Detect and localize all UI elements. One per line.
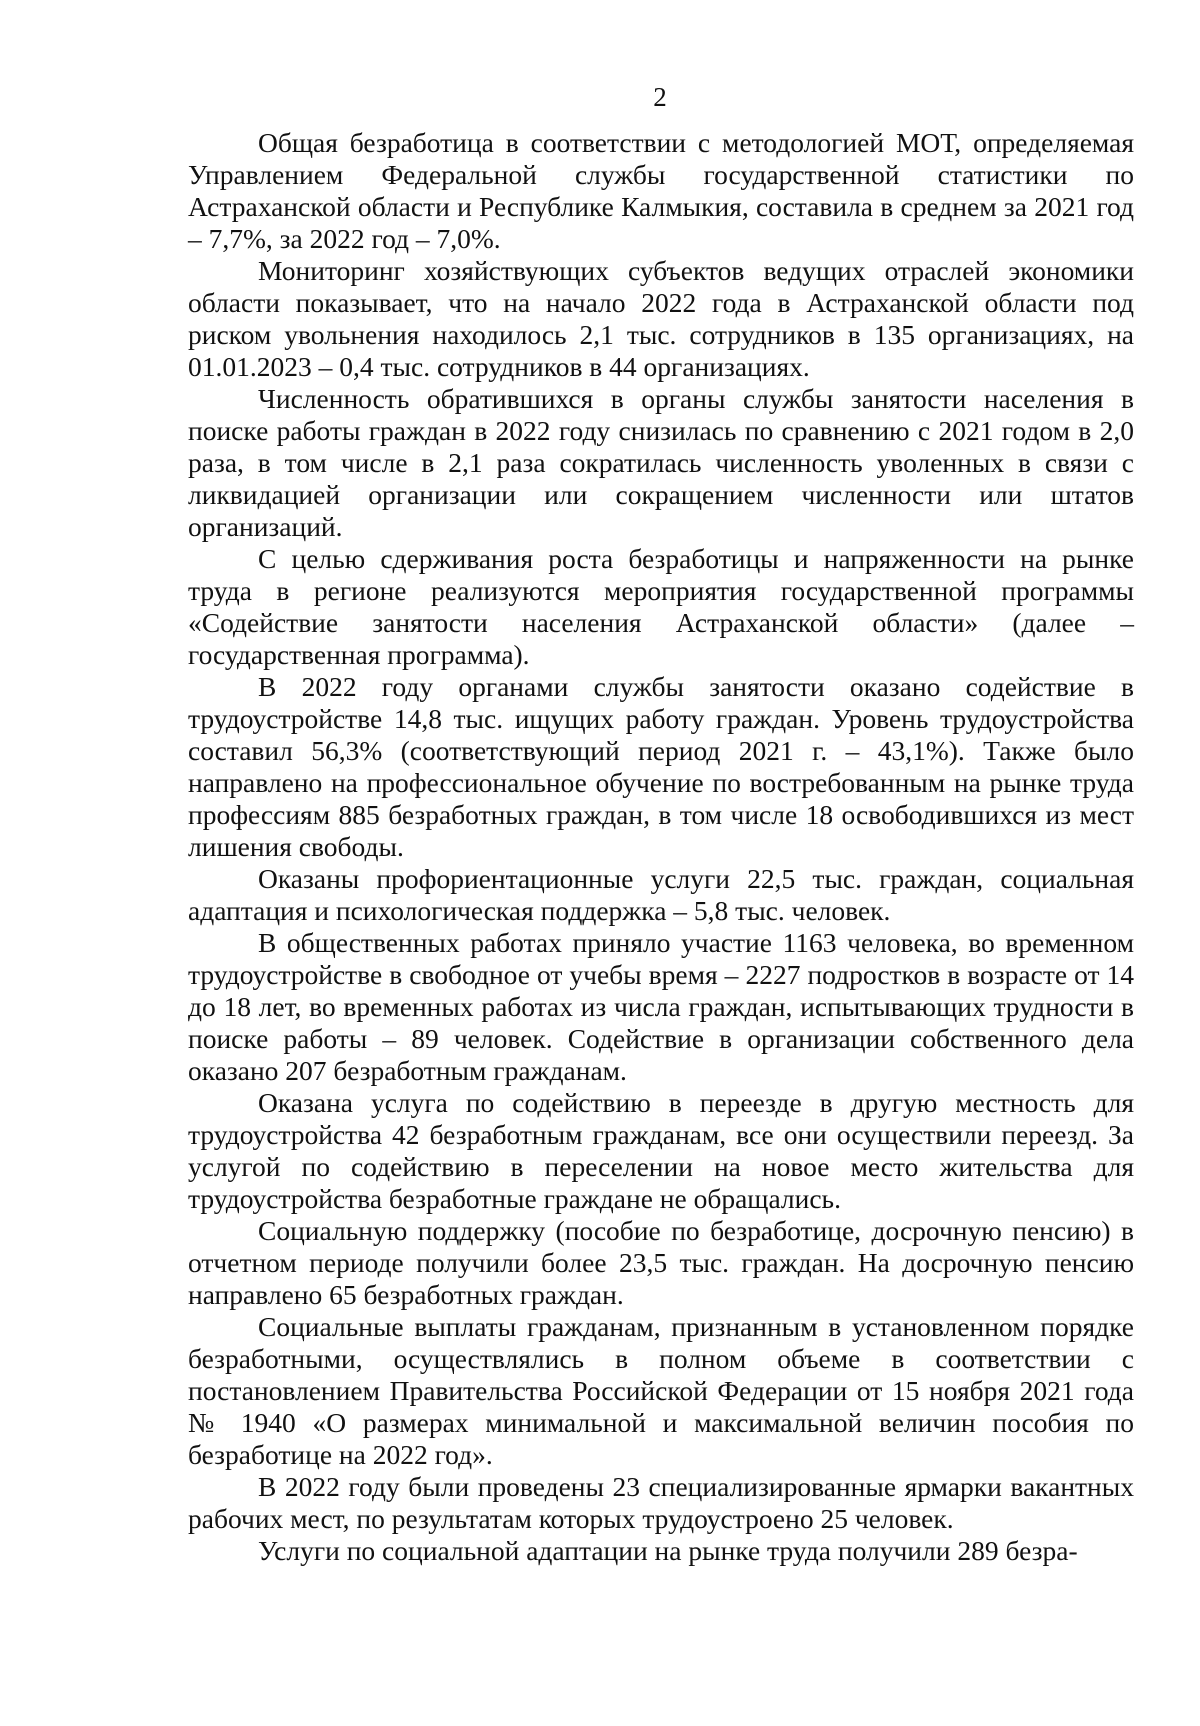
paragraph-temporary-works: В общественных работах приняло участие 1163 человека, во временном трудоустройстве в свободное от учебы время – 2227 подростков в возрасте от 14 до 18 лет, во временных работах из числа граждан, испытывающих трудности в поиске работы – 89 человек. Содействие в организации собственного дела оказано 207 безработным гражданам.	[188, 927, 1134, 1086]
paragraph-social-adaptation: Услуги по социальной адаптации на рынке труда получили 289 безра-	[258, 1535, 1078, 1566]
paragraph-social-support: Социальную поддержку (пособие по безработице, досрочную пенсию) в отчетном периоде получили более 23,5 тыс. граждан. На досрочную пенсию направлено 65 безработных граждан.	[188, 1215, 1134, 1310]
paragraph-employment-assistance: В 2022 году органами службы занятости оказано содействие в трудоустройстве 14,8 тыс. ищущих работу граждан. Уровень трудоустройства составил 56,3% (соответствующий период 2021 г. – 43,1%). Также было направлено на профессиональное обучение по востребованным на рынке труда профессиям 885 безработных граждан, в том числе 18 освободившихся из мест лишения свободы.	[188, 671, 1134, 862]
paragraph-state-program: С целью сдерживания роста безработицы и напряженности на рынке труда в регионе реализуются мероприятия государственной программы «Содействие занятости населения Астраханской области» (далее – государственная программа).	[188, 543, 1134, 670]
paragraph-career-guidance: Оказаны профориентационные услуги 22,5 тыс. граждан, социальная адаптация и психологическая поддержка – 5,8 тыс. человек.	[188, 863, 1134, 926]
paragraph-layoff-risk-monitoring: Мониторинг хозяйствующих субъектов ведущих отраслей экономики области показывает, что на начало 2022 года в Астраханской области под риском увольнения находилось 2,1 тыс. сотрудников в 135 организациях, на 01.01.2023 – 0,4 тыс. сотрудников в 44 организациях.	[188, 255, 1134, 382]
body-text	[188, 127, 1134, 1567]
paragraph-jobseekers-decline: Численность обратившихся в органы службы занятости населения в поиске работы граждан в 2022 году снизилась по сравнению с 2021 годом в 2,0 раза, в том числе в 2,1 раза сократилась численность уволенных в связи с ликвидацией организации или сокращением численности или штатов организаций.	[188, 383, 1134, 542]
page-number: 2	[653, 82, 667, 112]
paragraph-unemployment-rate: Общая безработица в соответствии с методологией МОТ, определяемая Управлением Федеральной службы государственной статистики по Астраханской области и Республике Калмыкия, составила в среднем за 2021 год – 7,7%, за 2022 год – 7,0%.	[188, 127, 1134, 254]
paragraph-relocation: Оказана услуга по содействию в переезде в другую местность для трудоустройства 42 безработным гражданам, все они осуществили переезд. За услугой по содействию в переселении на новое место жительства для трудоустройства безработные граждане не обращались.	[188, 1087, 1134, 1214]
paragraph-social-payments: Социальные выплаты гражданам, признанным в установленном порядке безработными, осуществлялись в полном объеме в соответствии с постановлением Правительства Российской Федерации от 15 ноября 2021 года № 1940 «О размерах минимальной и максимальной величин пособия по безработице на 2022 год».	[188, 1311, 1134, 1470]
paragraph-job-fairs: В 2022 году были проведены 23 специализированные ярмарки вакантных рабочих мест, по результатам которых трудоустроено 25 человек.	[188, 1471, 1134, 1534]
